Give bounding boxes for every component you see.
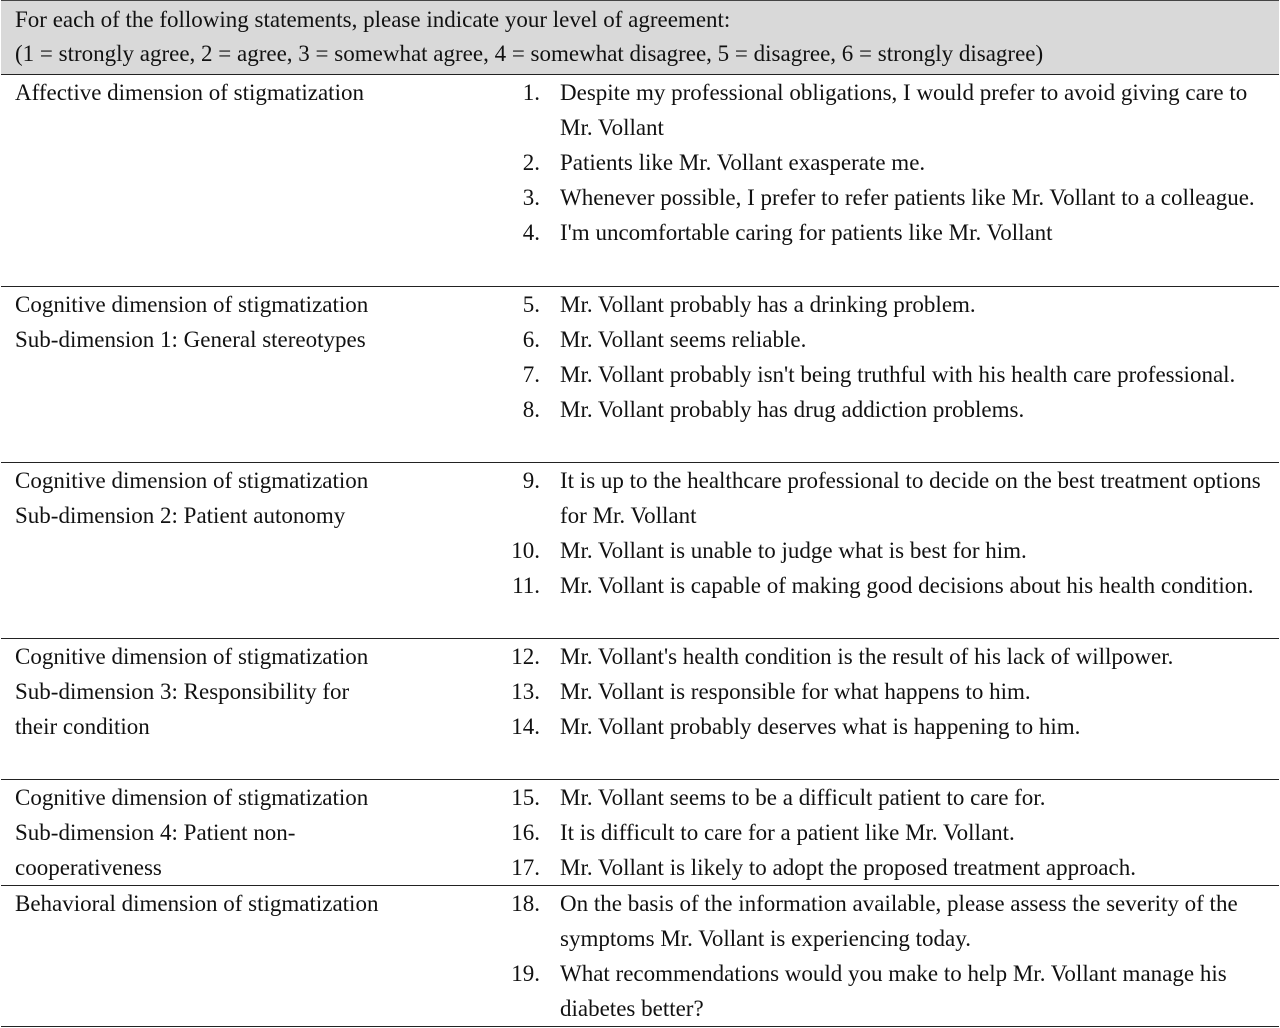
item-list [498,287,1279,462]
item-text: Mr. Vollant seems to be a difficult patient to care for. [560,785,1046,810]
item-text: Mr. Vollant seems reliable. [560,327,807,352]
table-header [1,1,1279,75]
item-number: 17. [511,855,540,880]
item-text: Mr. Vollant probably has drug addiction problems. [560,397,1025,422]
table-row [1,463,1279,639]
item-number: 10. [511,538,540,563]
item-text: It is up to the healthcare professional to decide on the best treatment options for Mr. Vollant [560,468,1261,528]
list-item [498,215,1279,250]
dimension-label [1,463,498,638]
item-text: It is difficult to care for a patient like Mr. Vollant. [560,820,1015,845]
list-item [498,709,1279,744]
list-item [498,180,1279,215]
dimension-label [1,75,498,286]
list-item [498,568,1279,603]
dimension-label-line: Cognitive dimension of stigmatization [15,292,369,317]
item-list [498,780,1279,885]
dimension-label-line: Affective dimension of stigmatization [15,80,364,105]
item-number: 16. [511,820,540,845]
item-number: 7. [522,362,540,387]
item-text: On the basis of the information available, please assess the severity of the symptoms Mr. Vollant is experiencing today. [560,891,1238,951]
table-row [1,780,1279,886]
table-row [1,75,1279,287]
list-item [498,322,1279,357]
item-text: Mr. Vollant probably deserves what is happening to him. [560,714,1081,739]
item-number: 9. [522,468,540,493]
item-number: 3. [522,185,540,210]
item-list [498,886,1279,1026]
item-number: 1. [522,80,540,105]
item-text: Whenever possible, I prefer to refer patients like Mr. Vollant to a colleague. [560,185,1255,210]
item-text: Mr. Vollant is likely to adopt the proposed treatment approach. [560,855,1136,880]
item-number: 14. [511,714,540,739]
item-number: 5. [522,292,540,317]
table-row [1,639,1279,780]
item-number: 12. [511,644,540,669]
dimension-label-line: Sub-dimension 1: General stereotypes [15,327,366,352]
list-item [498,145,1279,180]
dimension-label-line: Sub-dimension 4: Patient non- [15,820,296,845]
item-number: 8. [522,397,540,422]
list-item [498,287,1279,322]
list-item [498,357,1279,392]
list-item [498,850,1279,885]
list-item [498,815,1279,850]
dimension-label-line: their condition [15,714,150,739]
item-number: 6. [522,327,540,352]
item-list [498,463,1279,638]
item-text: Mr. Vollant's health condition is the result of his lack of willpower. [560,644,1174,669]
item-number: 4. [522,220,540,245]
list-item [498,533,1279,568]
item-number: 11. [512,573,540,598]
list-item [498,392,1279,427]
dimension-label-line: Sub-dimension 3: Responsibility for [15,679,350,704]
dimension-label-line: Behavioral dimension of stigmatization [15,891,379,916]
item-text: I'm uncomfortable caring for patients like Mr. Vollant [560,220,1053,245]
item-number: 18. [511,891,540,916]
dimension-label-line: Cognitive dimension of stigmatization [15,468,369,493]
dimension-label [1,287,498,462]
list-item [498,639,1279,674]
item-text: Patients like Mr. Vollant exasperate me. [560,150,926,175]
item-number: 15. [511,785,540,810]
table-row [1,886,1279,1027]
item-text: Mr. Vollant probably isn't being truthful with his health care professional. [560,362,1236,387]
questionnaire-table [1,0,1279,1027]
item-text: Mr. Vollant is capable of making good decisions about his health condition. [560,573,1254,598]
item-text: What recommendations would you make to help Mr. Vollant manage his diabetes better? [560,961,1227,1021]
item-number: 2. [522,150,540,175]
dimension-label-line: cooperativeness [15,855,162,880]
list-item [498,463,1279,533]
header-instruction: For each of the following statements, please indicate your level of agreement: [15,7,731,32]
list-item [498,780,1279,815]
list-item [498,886,1279,956]
dimension-label-line: Cognitive dimension of stigmatization [15,644,369,669]
item-text: Mr. Vollant probably has a drinking problem. [560,292,976,317]
dimension-label [1,780,498,885]
item-text: Despite my professional obligations, I would prefer to avoid giving care to Mr. Vollant [560,80,1248,140]
dimension-label-line: Cognitive dimension of stigmatization [15,785,369,810]
item-list [498,75,1279,286]
item-text: Mr. Vollant is unable to judge what is best for him. [560,538,1027,563]
list-item [498,956,1279,1026]
header-scale: (1 = strongly agree, 2 = agree, 3 = somewhat agree, 4 = somewhat disagree, 5 = disagree, 6 = strongly disagree) [15,41,1044,66]
table-row [1,287,1279,463]
dimension-label-line: Sub-dimension 2: Patient autonomy [15,503,346,528]
list-item [498,75,1279,145]
item-list [498,639,1279,779]
item-number: 19. [511,961,540,986]
list-item [498,674,1279,709]
item-number: 13. [511,679,540,704]
dimension-label [1,886,498,1026]
dimension-label [1,639,498,779]
item-text: Mr. Vollant is responsible for what happens to him. [560,679,1031,704]
